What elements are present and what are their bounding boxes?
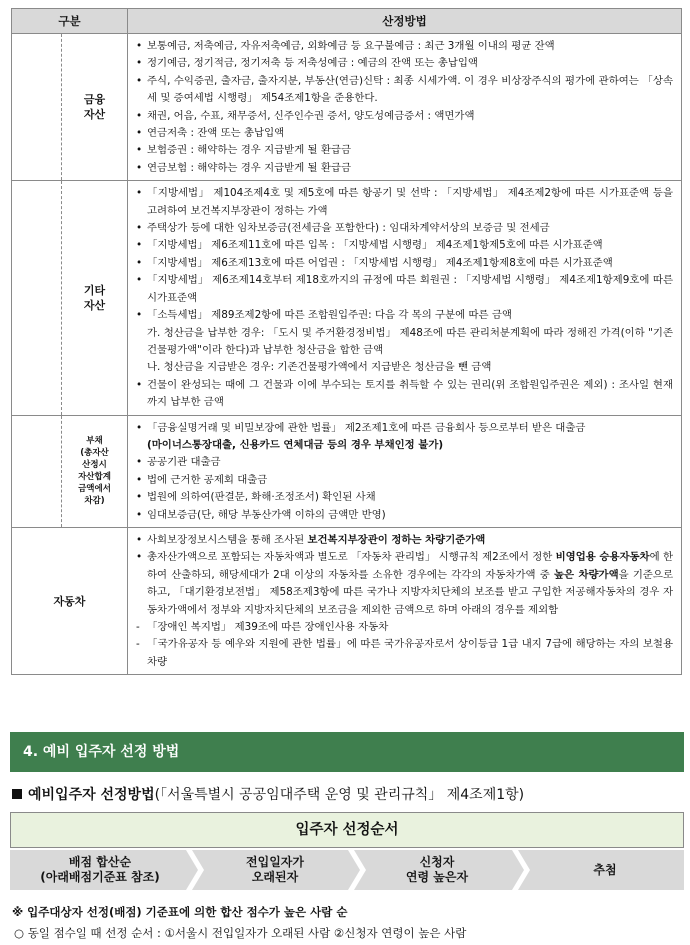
note-tie-break: ○ 동일 점수일 때 선정 순서 : ①서울시 전입일자가 오래된 사람 ②신청자 연령이 높은 사람 [14,926,467,940]
row-financial [12,34,682,181]
list-item: • 「지방세법」 제104조제4호 및 제5호에 따른 항공기 및 선박 : 「지방세법」 제4조제2항에 따른 시가표준액 등을 고려하여 보건복지부장관이 정하는 가액 [136,185,673,220]
list-item: • 「지방세법」 제6조제11호에 따른 입목 : 「지방세법 시행령」 제4조제1항제5호에 따른 시가표준액 [136,237,673,254]
row-debt [12,415,682,527]
step-3: 신청자 연령 높은자 [405,855,469,884]
car-list [128,528,681,674]
list-item: • 「지방세법」 제6조제13호에 따른 어업권 : 「지방세법 시행령」 제4조제1항제8호에 따른 시가표준액 [136,255,673,272]
other-list [128,181,681,414]
method-heading: 예비입주자 선정방법(「서울특별시 공공임대주택 운영 및 관리규칙」 제4조제1항) [12,784,524,804]
header-method: 산정방법 [128,9,682,34]
list-item: • 「지방세법」 제6조제14호부터 제18호까지의 규정에 따른 회원권 : 「지방세법 시행령」 제4조제1항제9호에 따른 시가표준액 [136,272,673,307]
debt-list [128,416,681,527]
list-item: - 「국가유공자 등 예우와 지원에 관한 법률」에 따른 국가유공자로서 상이등급 1급 내지 7급에 해당하는 자의 보철용 차량 [136,636,673,671]
list-item: • 법원에 의하여(판결문, 화해·조정조서) 확인된 사채 [136,489,673,506]
financial-list [128,34,681,180]
list-item: • 「금융실명거래 및 비밀보장에 관한 법률」 제2조제1호에 따른 금융회사 등으로부터 받은 대출금 [136,420,673,437]
order-title: 입주자 선정순서 [10,812,684,848]
list-item: • 보험증권 : 해약하는 경우 지급받게 될 환급금 [136,142,673,159]
step-1: 배점 합산순 (아래배점기준표 참조) [40,855,160,884]
list-item: • 보통예금, 저축예금, 자유저축예금, 외화예금 등 요구불예금 : 최근 3개월 이내의 평균 잔액 [136,38,673,55]
label-debt: 부채 (총자산 산정시 자산합계 금액에서 차감) [62,415,128,527]
list-item: • 사회보장정보시스템을 통해 조사된 보건복지부장관이 정하는 차량기준가액 [136,532,673,549]
list-item: • 연금저축 : 잔액 또는 총납입액 [136,125,673,142]
list-item: 가. 청산금을 납부한 경우: 「도시 및 주거환경정비법」 제48조에 따른 관리처분계획에 따라 정해진 가격(이하 "기존건물평가액"이라 한다)과 납부한 청산금을 합한 금액 [147,326,673,356]
list-item: • 총자산가액으로 포함되는 자동차액과 별도로 「자동차 관리법」 시행규칙 제2조에서 정한 비영업용 승용자동차에 한하여 산출하되, 해당세대가 2대 이상의 자동차를 소유한 경우에는 각각의 자동차가액 중 높은 차량가액을 기준으로 하고, 「대기환경보전법」 제58조제3항에 따른 국가나 지방자치단체의 보조를 받고 구입한 저공해자동차의 경우 자동차가액에서 정부와 지방자치단체의 보조금을 제외한 금액으로 하며 아래의 경우를 제외함 [136,549,673,619]
list-item: • 연금보험 : 해약하는 경우 지급받게 될 환급금 [136,160,673,177]
section-title-bar: 4. 예비 입주자 선정 방법 [10,732,684,772]
list-item: • 정기예금, 정기적금, 정기저축 등 저축성예금 : 예금의 잔액 또는 총납입액 [136,55,673,72]
list-item: • 채권, 어음, 수표, 채무증서, 신주인수권 증서, 양도성예금증서 : 액면가액 [136,108,673,125]
list-item: (마이너스통장대출, 신용카드 연체대금 등의 경우 부채인정 불가) [147,438,444,451]
step-2: 전입일자가 오래된자 [246,855,304,884]
list-item: • 「소득세법」 제89조제2항에 따른 조합원입주권: 다음 각 목의 구분에 따른 금액 [136,307,673,324]
list-item: • 공공기관 대출금 [136,454,673,471]
note-score-order: ※ 입주대상자 선정(배점) 기준표에 의한 합산 점수가 높은 사람 순 [12,905,348,919]
label-car: 자동차 [12,527,128,674]
list-item: • 주식, 수익증권, 출자금, 출자지분, 부동산(연금)신탁 : 최종 시세가액. 이 경우 비상장주식의 평가에 관하여는 「상속세 및 증여세법 시행령」 제54조제1항을 준용한다. [136,73,673,108]
order-steps [10,850,684,890]
list-item: 나. 청산금을 지급받은 경우: 기존건물평가액에서 지급받은 청산금을 뺀 금액 [147,361,492,374]
square-bullet-icon [12,789,22,799]
list-item: • 주택상가 등에 대한 임차보증금(전세금을 포함한다) : 임대차계약서상의 보증금 및 전세금 [136,220,673,237]
label-other: 기타 자산 [62,181,128,415]
list-item: - 「장애인 복지법」 제39조에 따른 장애인사용 자동차 [136,619,673,636]
list-item: • 건물이 완성되는 때에 그 건물과 이에 부수되는 토지를 취득할 수 있는 권리(위 조합원입주권은 제외) : 조사일 현재까지 납부한 금액 [136,377,673,412]
list-item: • 임대보증금(단, 해당 부동산가액 이하의 금액만 반영) [136,507,673,524]
list-item: • 법에 근거한 공제회 대출금 [136,472,673,489]
step-4: 추첨 [593,862,617,877]
label-financial: 금융 자산 [62,34,128,181]
asset-criteria-table [11,8,682,675]
header-category: 구분 [12,9,128,34]
row-car [12,527,682,674]
table-header-row [12,9,682,34]
row-other [12,181,682,415]
